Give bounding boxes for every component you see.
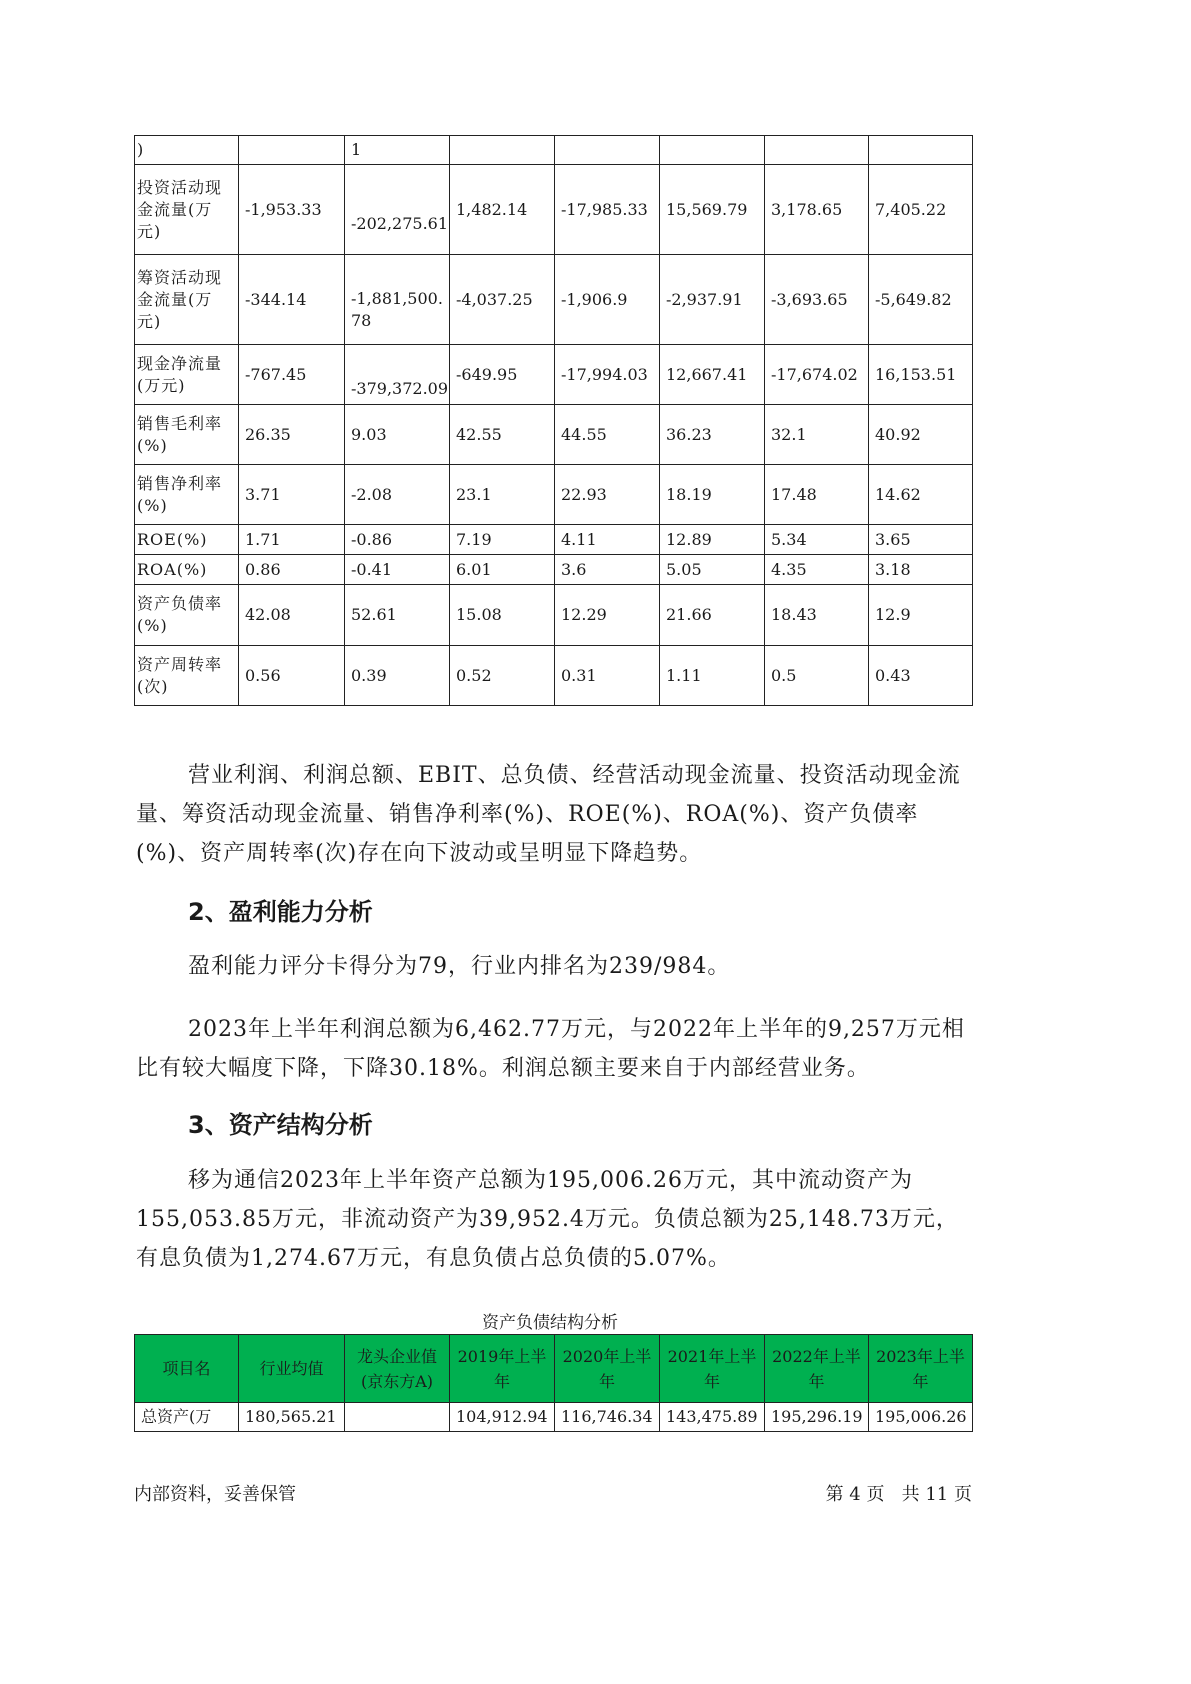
table-cell: 22.93 (555, 465, 660, 525)
table-cell: 12,667.41 (660, 345, 765, 405)
table-cell: 12.9 (869, 585, 973, 646)
table-cell: 3.18 (869, 555, 973, 585)
table-cell: 195,006.26 (869, 1403, 973, 1432)
table-cell: 17.48 (765, 465, 869, 525)
table-cell: 32.1 (765, 405, 869, 465)
table-cell: 0.39 (345, 646, 450, 706)
table-cell: -344.14 (239, 255, 345, 345)
column-header: 项目名 (135, 1335, 239, 1403)
profit-paragraph: 2023年上半年利润总额为6,462.77万元，与2022年上半年的9,257万元相比有较大幅度下降，下降30.18%。利润总额主要来自于内部经营业务。 (136, 1017, 965, 1081)
table-cell: 5.34 (765, 525, 869, 555)
table-row (135, 646, 973, 706)
table-cell: -4,037.25 (450, 255, 555, 345)
table-cell: 7,405.22 (869, 165, 973, 255)
table-cell: 6.01 (450, 555, 555, 585)
table-cell: 7.19 (450, 525, 555, 555)
table-cell: -1,953.33 (239, 165, 345, 255)
table-cell: 0.43 (869, 646, 973, 706)
table-cell: -0.41 (345, 555, 450, 585)
row-label: 资产周转率(次) (135, 646, 239, 706)
table-cell: 23.1 (450, 465, 555, 525)
table-cell: 15.08 (450, 585, 555, 646)
table-cell: 42.08 (239, 585, 345, 646)
column-header: 行业均值 (239, 1335, 345, 1403)
table-row (135, 525, 973, 555)
table-cell: 4.35 (765, 555, 869, 585)
table-cell: -767.45 (239, 345, 345, 405)
table-row (135, 585, 973, 646)
table-cell: -3,693.65 (765, 255, 869, 345)
table-cell: 14.62 (869, 465, 973, 525)
column-header: 龙头企业值(京东方A) (345, 1335, 450, 1403)
table-cell: -202,275.61 (345, 165, 450, 255)
table-cell: 0.31 (555, 646, 660, 706)
table-cell: -2,937.91 (660, 255, 765, 345)
table-cell: 3.6 (555, 555, 660, 585)
row-label: ROA(%) (135, 555, 239, 585)
table-header-row (135, 1335, 973, 1403)
table-cell: 18.43 (765, 585, 869, 646)
footer-confidential-note: 内部资料，妥善保管 (134, 1484, 296, 1505)
table-cell: -17,985.33 (555, 165, 660, 255)
table-cell: 195,296.19 (765, 1403, 869, 1432)
table-cell: 4.11 (555, 525, 660, 555)
row-label: 销售毛利率(%) (135, 405, 239, 465)
column-header: 2019年上半年 (450, 1335, 555, 1403)
table-cell: 12.29 (555, 585, 660, 646)
table-cell: 3.65 (869, 525, 973, 555)
table-row (135, 405, 973, 465)
table-cell: 26.35 (239, 405, 345, 465)
table-row (135, 465, 973, 525)
row-label: 投资活动现金流量(万元) (135, 165, 239, 255)
table-cell: 42.55 (450, 405, 555, 465)
table-cell: -649.95 (450, 345, 555, 405)
score-paragraph: 盈利能力评分卡得分为79，行业内排名为239/984。 (188, 954, 731, 979)
table-cell: 143,475.89 (660, 1403, 765, 1432)
table-cell: 180,565.21 (239, 1403, 345, 1432)
table-cell: 0.52 (450, 646, 555, 706)
row-label: 销售净利率(%) (135, 465, 239, 525)
table-row (135, 255, 973, 345)
table-cell: 0.5 (765, 646, 869, 706)
table-cell (660, 136, 765, 165)
footer-page-number: 第 4 页 共 11 页 (825, 1484, 972, 1505)
column-header: 2022年上半年 (765, 1335, 869, 1403)
table-cell: 3,178.65 (765, 165, 869, 255)
table-cell (239, 136, 345, 165)
column-header: 2023年上半年 (869, 1335, 973, 1403)
table-cell: 9.03 (345, 405, 450, 465)
table-row (135, 165, 973, 255)
table-cell: 1,482.14 (450, 165, 555, 255)
table-cell: 104,912.94 (450, 1403, 555, 1432)
row-label: 总资产(万 (135, 1403, 239, 1432)
table-cell (869, 136, 973, 165)
trend-paragraph: 营业利润、利润总额、EBIT、总负债、经营活动现金流量、投资活动现金流量、筹资活动现金流量、销售净利率(%)、ROE(%)、ROA(%)、资产负债率(%)、资产周转率(次)存在向下波动或呈明显下降趋势。 (136, 763, 961, 866)
table-cell: 44.55 (555, 405, 660, 465)
table-cell (555, 136, 660, 165)
table-cell: 52.61 (345, 585, 450, 646)
table-cell: 3.71 (239, 465, 345, 525)
table-cell: -2.08 (345, 465, 450, 525)
balance-sheet-structure-table (134, 1334, 973, 1432)
table-row (135, 136, 973, 165)
row-label: 现金净流量(万元) (135, 345, 239, 405)
table-caption: 资产负债结构分析 (482, 1313, 618, 1333)
table-cell: 1.11 (660, 646, 765, 706)
table-cell (450, 136, 555, 165)
table-row (135, 555, 973, 585)
column-header: 2020年上半年 (555, 1335, 660, 1403)
table-cell: -17,994.03 (555, 345, 660, 405)
section-heading-asset-structure: 3、资产结构分析 (188, 1111, 373, 1139)
table-cell: -17,674.02 (765, 345, 869, 405)
table-cell: 116,746.34 (555, 1403, 660, 1432)
table-cell: 12.89 (660, 525, 765, 555)
column-header: 2021年上半年 (660, 1335, 765, 1403)
table-cell: -5,649.82 (869, 255, 973, 345)
financial-indicators-table (134, 135, 973, 706)
table-cell: 21.66 (660, 585, 765, 646)
row-label: 筹资活动现金流量(万元) (135, 255, 239, 345)
table-cell: 18.19 (660, 465, 765, 525)
table-cell: 0.86 (239, 555, 345, 585)
assets-paragraph: 移为通信2023年上半年资产总额为195,006.26万元，其中流动资产为155,053.85万元，非流动资产为39,952.4万元。负债总额为25,148.73万元，有息负债为1,274.67万元，有息负债占总负债的5.07%。 (136, 1168, 959, 1271)
table-cell: 1.71 (239, 525, 345, 555)
table-cell: -0.86 (345, 525, 450, 555)
table-cell: 5.05 (660, 555, 765, 585)
row-label: ) (135, 136, 239, 165)
table-cell: 16,153.51 (869, 345, 973, 405)
row-label: ROE(%) (135, 525, 239, 555)
table-cell: 40.92 (869, 405, 973, 465)
table-cell: -1,906.9 (555, 255, 660, 345)
table-cell: 15,569.79 (660, 165, 765, 255)
table-cell: 0.56 (239, 646, 345, 706)
table-cell: -379,372.09 (345, 345, 450, 405)
table-cell (765, 136, 869, 165)
section-heading-profitability: 2、盈利能力分析 (188, 898, 373, 926)
table-cell: 36.23 (660, 405, 765, 465)
table-cell: 1 (345, 136, 450, 165)
table-cell: -1,881,500.78 (345, 255, 450, 345)
table-cell (345, 1403, 450, 1432)
table-row (135, 1403, 973, 1432)
table-row (135, 345, 973, 405)
row-label: 资产负债率(%) (135, 585, 239, 646)
